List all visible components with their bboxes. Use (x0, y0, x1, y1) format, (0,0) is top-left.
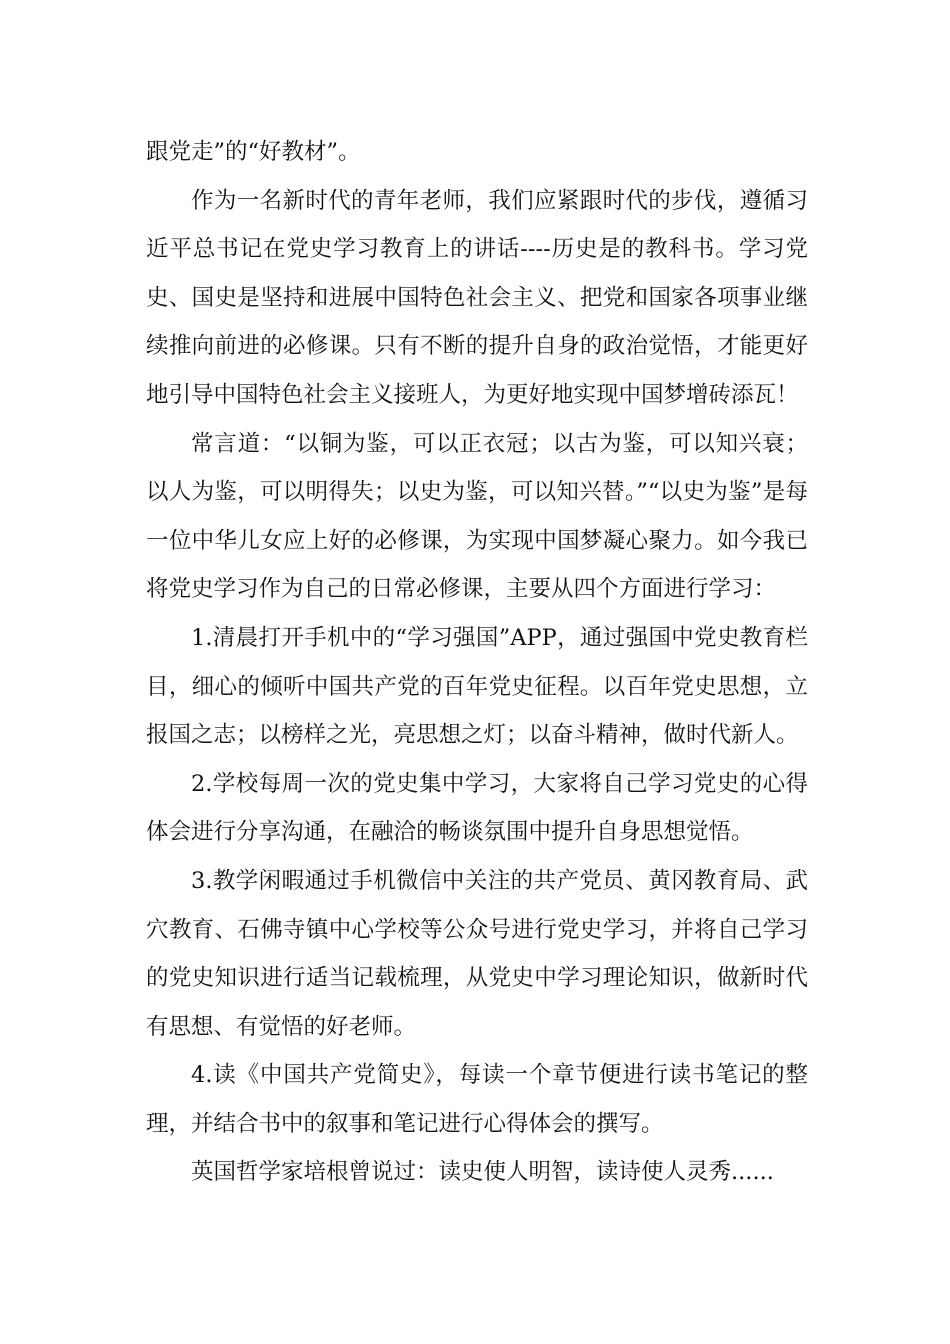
list-item-4: 4.读《中国共产党简史》，每读一个章节便进行读书笔记的整理，并结合书中的叙事和笔记进行心得体会的撰写。 (146, 1062, 808, 1137)
paragraph-proverb: 常言道：“以铜为鉴，可以正衣冠；以古为鉴，可以知兴衰；以人为鉴，可以明得失；以史为鉴，可以知兴替。”“以史为鉴”是每一位中华儿女应上好的必修课，为实现中国梦凝心聚力。如今我已将党史学习作为自己的日常必修课，主要从四个方面进行学习： (146, 430, 808, 603)
paragraph-young-teacher: 作为一名新时代的青年老师，我们应紧跟时代的步伐，遵循习近平总书记在党史学习教育上的讲话----历史是的教科书。学习党史、国史是坚持和进展中国特色社会主义、把党和国家各项事业继续推向前进的必修课。只有不断的提升自身的政治觉悟，才能更好地引导中国特色社会主义接班人，为更好地实现中国梦增砖添瓦！ (146, 187, 808, 408)
paragraph-continuation: 跟党走”的“好教材”。 (146, 139, 361, 165)
paragraph-bacon-quote: 英国哲学家培根曾说过：读史使人明智，读诗使人灵秀...... (191, 1159, 774, 1186)
document-body (146, 128, 808, 1197)
list-item-3: 3.教学闲暇通过手机微信中关注的共产党员、黄冈教育局、武穴教育、石佛寺镇中心学校等公众号进行党史学习，并将自己学习的党史知识进行适当记载梳理，从党史中学习理论知识，做新时代有思想、有觉悟的好老师。 (146, 867, 808, 1040)
list-item-2: 2.学校每周一次的党史集中学习，大家将自己学习党史的心得体会进行分享沟通，在融洽的畅谈氛围中提升自身思想觉悟。 (146, 770, 808, 846)
list-item-1: 1.清晨打开手机中的“学习强国”APP，通过强国中党史教育栏目，细心的倾听中国共产党的百年党史征程。以百年党史思想，立报国之志；以榜样之光，亮思想之灯；以奋斗精神，做时代新人。 (146, 624, 808, 749)
